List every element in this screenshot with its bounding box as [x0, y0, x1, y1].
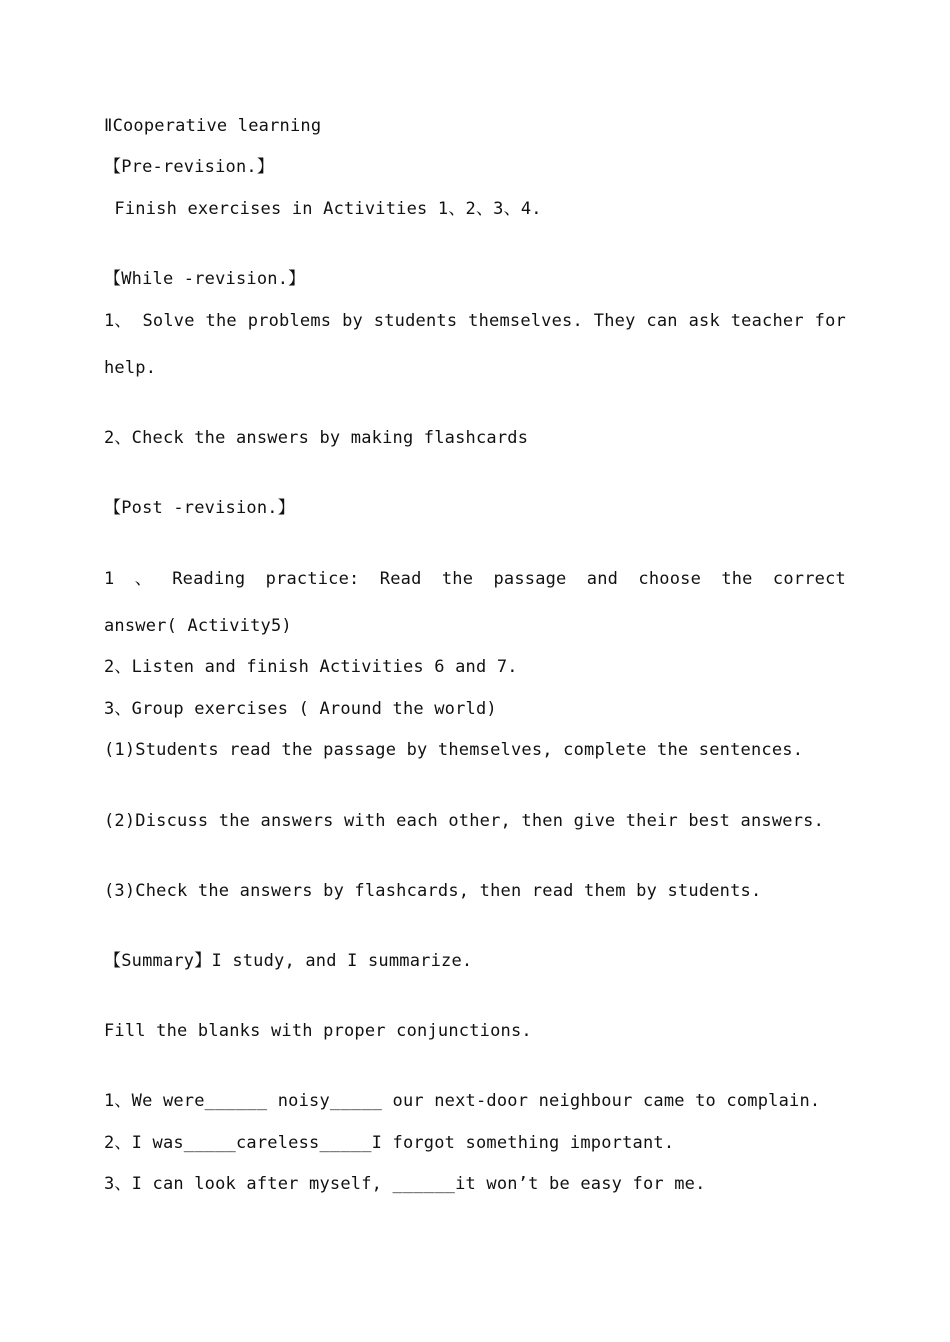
- post-revision-item-1: [104, 568, 846, 590]
- post-revision-sub-2: (2)Discuss the answers with each other, then give their best answers.: [104, 811, 825, 831]
- word: problems: [247, 311, 332, 331]
- post-revision-item-1-cont: answer( Activity5): [104, 616, 292, 636]
- pre-revision-heading: 【Pre-revision.】: [104, 157, 275, 177]
- word: Read: [379, 569, 422, 589]
- word: the: [205, 311, 237, 331]
- exercise-question-1: 1、We were______ noisy_____ our next-door neighbour came to complain.: [104, 1091, 821, 1111]
- word: students: [373, 311, 458, 331]
- post-revision-item-3: 3、Group exercises ( Around the world): [104, 699, 497, 719]
- while-revision-item-1-cont: help.: [104, 358, 157, 378]
- summary-line: 【Summary】I study, and I summarize.: [104, 951, 473, 971]
- word: 1: [104, 569, 115, 589]
- while-revision-heading: 【While -revision.】: [104, 269, 306, 289]
- post-revision-sub-1: (1)Students read the passage by themselves, complete the sentences.: [104, 740, 804, 760]
- word: correct: [772, 569, 846, 589]
- post-revision-heading: 【Post -revision.】: [104, 498, 295, 518]
- word: 1、: [104, 311, 132, 331]
- word: Solve: [142, 311, 195, 331]
- post-revision-item-2: 2、Listen and finish Activities 6 and 7.: [104, 657, 518, 677]
- pre-revision-text: Finish exercises in Activities 1、2、3、4.: [104, 199, 542, 219]
- word: ask: [688, 311, 720, 331]
- post-revision-sub-3: (3)Check the answers by flashcards, then read them by students.: [104, 881, 762, 901]
- word: 、: [134, 569, 152, 589]
- word: the: [721, 569, 753, 589]
- summary-instruction: Fill the blanks with proper conjunctions.: [104, 1021, 532, 1041]
- word: for: [814, 311, 846, 331]
- word: They: [593, 311, 636, 331]
- exercise-question-2: 2、I was_____careless_____I forgot something important.: [104, 1133, 675, 1153]
- word: themselves.: [468, 311, 583, 331]
- word: Reading: [172, 569, 246, 589]
- while-revision-item-2: 2、Check the answers by making flashcards: [104, 428, 529, 448]
- word: choose: [638, 569, 702, 589]
- word: practice:: [265, 569, 360, 589]
- word: can: [646, 311, 678, 331]
- word: teacher: [730, 311, 804, 331]
- word: the: [441, 569, 474, 589]
- word: and: [586, 569, 619, 589]
- word: passage: [493, 569, 567, 589]
- section-title: ⅡCooperative learning: [104, 116, 322, 136]
- while-revision-item-1: [104, 310, 846, 332]
- exercise-question-3: 3、I can look after myself, ______it won’t be easy for me.: [104, 1174, 706, 1194]
- word: by: [342, 311, 363, 331]
